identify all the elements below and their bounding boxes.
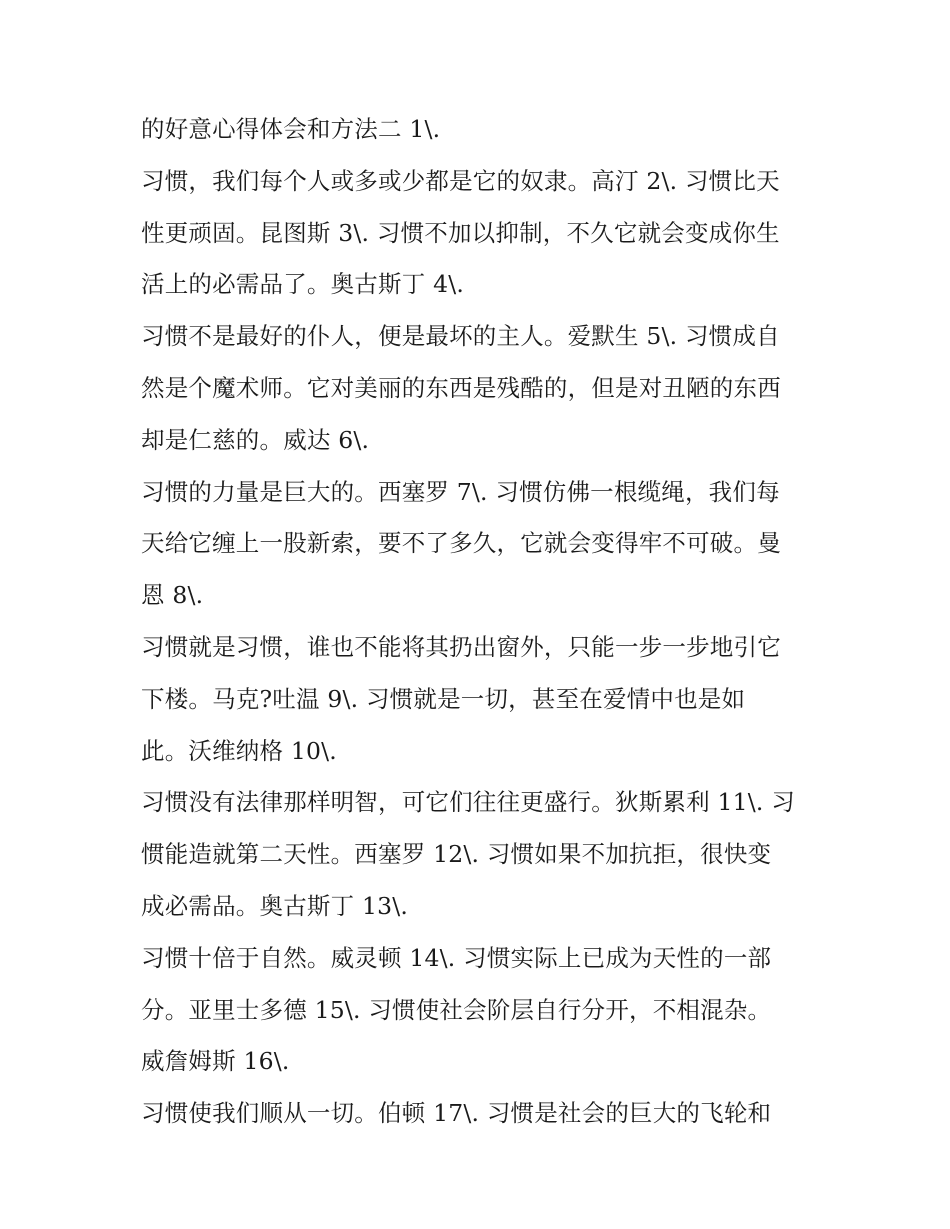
text-line: 惯能造就第二天性。西塞罗 12\. 习惯如果不加抗拒，很快变 xyxy=(141,840,772,869)
text-line: 却是仁慈的。威达 6\. xyxy=(141,425,370,454)
text-line: 然是个魔术师。它对美丽的东西是残酷的，但是对丑陋的东西 xyxy=(141,373,781,402)
text-line: 成必需品。奥古斯丁 13\. xyxy=(141,891,409,920)
text-line: 分。亚里士多德 15\. 习惯使社会阶层自行分开，不相混杂。 xyxy=(141,995,772,1024)
text-line: 习惯，我们每个人或多或少都是它的奴隶。高汀 2\. 习惯比天 xyxy=(141,166,780,195)
text-line: 性更顽固。昆图斯 3\. 习惯不加以抑制，不久它就会变成你生 xyxy=(141,218,780,247)
text-line: 威詹姆斯 16\. xyxy=(141,1047,290,1076)
text-line: 习惯使我们顺从一切。伯顿 17\. 习惯是社会的巨大的飞轮和 xyxy=(141,1099,772,1128)
text-line: 下楼。马克?吐温 9\. 习惯就是一切，甚至在爱情中也是如 xyxy=(141,684,746,713)
text-line: 恩 8\. xyxy=(141,581,204,610)
text-line: 天给它缠上一股新索，要不了多久，它就会变得牢不可破。曼 xyxy=(141,529,781,558)
text-line: 习惯不是最好的仆人，便是最坏的主人。爱默生 5\. 习惯成自 xyxy=(141,322,780,351)
text-line: 的好意心得体会和方法二 1\. xyxy=(141,115,441,143)
text-line: 活上的必需品了。奥古斯丁 4\. xyxy=(141,270,465,299)
text-line: 习惯的力量是巨大的。西塞罗 7\. 习惯仿佛一根缆绳，我们每 xyxy=(141,477,780,506)
text-line: 习惯十倍于自然。威灵顿 14\. 习惯实际上已成为天性的一部 xyxy=(141,943,772,972)
document-body xyxy=(141,110,821,1146)
text-line: 此。沃维纳格 10\. xyxy=(141,736,337,765)
text-line: 习惯就是习惯，谁也不能将其扔出窗外，只能一步一步地引它 xyxy=(141,632,781,661)
text-line: 习惯没有法律那样明智，可它们往往更盛行。狄斯累利 11\. 习 xyxy=(141,788,795,817)
